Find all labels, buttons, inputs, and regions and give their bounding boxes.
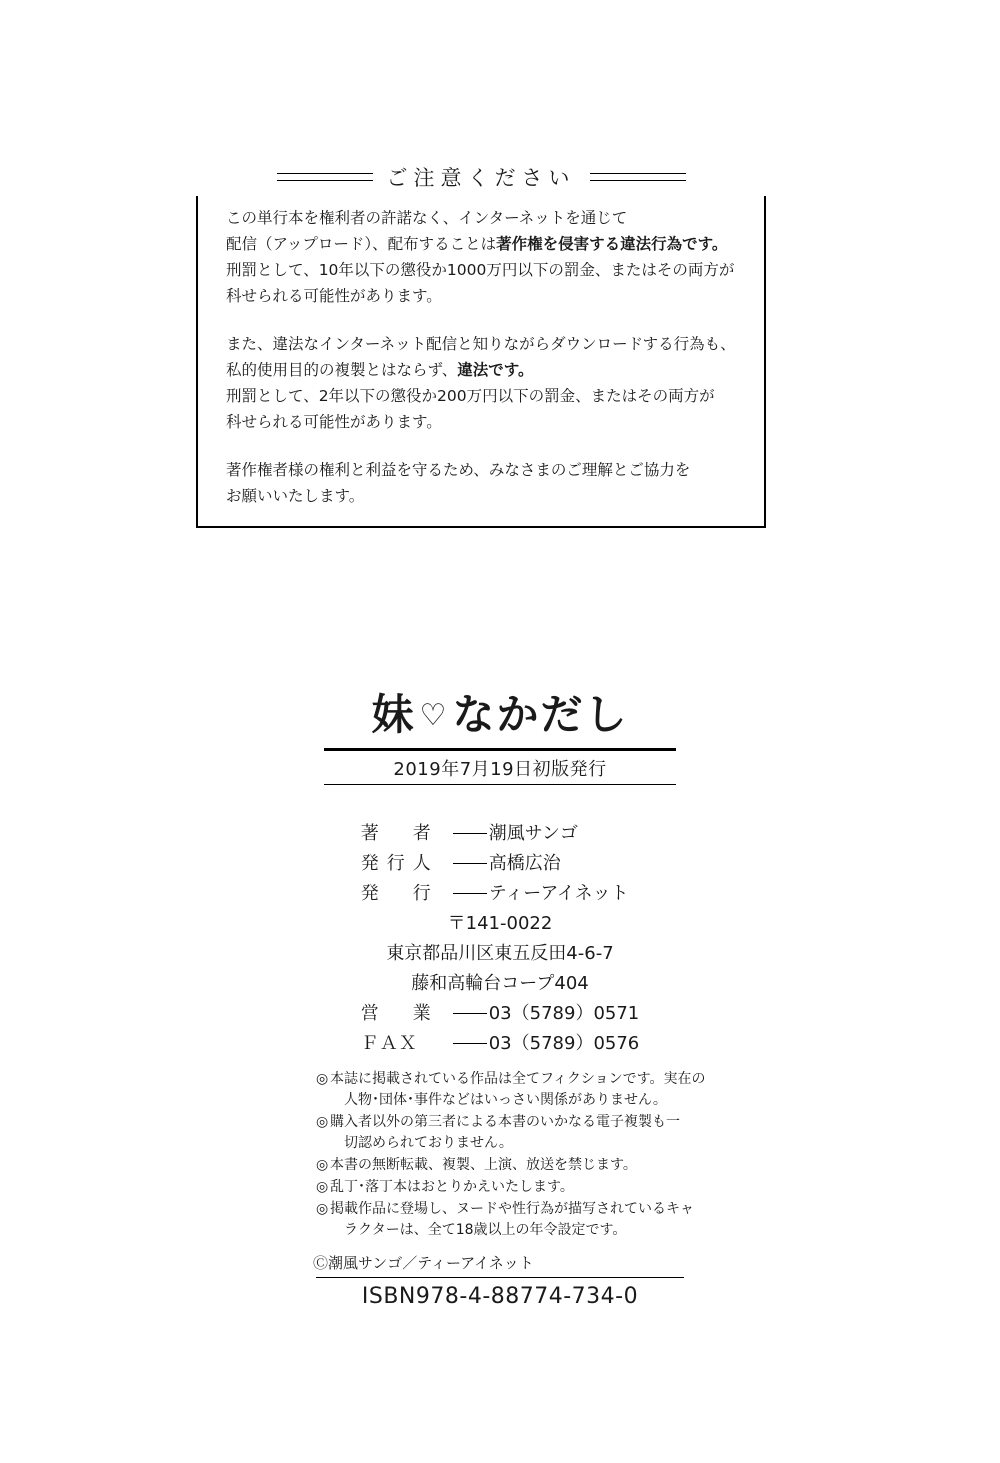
- disclaimer-text: [330, 1177, 684, 1198]
- credit-label: 著 者: [360, 823, 439, 845]
- disclaimer-line: 本書の無断転載、複製、上演、放送を禁じます。: [330, 1157, 637, 1174]
- notice-line: [226, 409, 742, 435]
- credit-row: [361, 879, 640, 909]
- credit-dash: [453, 893, 487, 894]
- credit-dash: [453, 833, 487, 834]
- notice-title: ご注意ください: [386, 166, 576, 190]
- disclaimer-line: 本誌に掲載されている作品は全てフィクションです。実在の: [330, 1071, 706, 1088]
- notice-rule-left: [277, 173, 373, 181]
- notice-line: [226, 283, 742, 309]
- credit-row: [361, 999, 640, 1029]
- notice-text: お願いいたします。: [226, 487, 365, 505]
- bullet-icon: ◎: [316, 1114, 329, 1131]
- disclaimer-item: [316, 1069, 706, 1111]
- bullet-icon: ◎: [316, 1157, 329, 1174]
- isbn-divider: [316, 1277, 684, 1278]
- book-title-left: 妹: [371, 690, 416, 739]
- address-line: 東京都品川区東五反田4-6-7: [386, 943, 614, 965]
- notice-line: [226, 257, 742, 283]
- disclaimer-item: [316, 1155, 684, 1176]
- notice-emphasis: 違法です。: [457, 361, 534, 379]
- notice-paragraph: [226, 331, 742, 435]
- credit-value: 高橋広治: [488, 853, 561, 875]
- credit-dash: [453, 863, 487, 864]
- disclaimer-item: [316, 1199, 694, 1241]
- copyright-line: Ⓒ潮風サンゴ／ティーアイネット: [313, 1254, 534, 1273]
- credit-value: 03（5789）0576: [488, 1033, 640, 1055]
- notice-line: [226, 205, 742, 231]
- notice-text: 私的使用目的の複製とはならず、: [226, 361, 458, 379]
- credit-dash: [453, 1013, 487, 1014]
- date-divider: [324, 784, 676, 785]
- notice-text: 配信（アップロード）、配布することは: [226, 235, 497, 253]
- notice-text: また、違法なインターネット配信と知りながらダウンロードする行為も、: [226, 335, 736, 353]
- notice-line: [226, 231, 742, 257]
- notice-body: [226, 205, 742, 509]
- notice-rule-right: [590, 173, 686, 181]
- notice-emphasis: 著作権を侵害する違法行為です。: [496, 235, 728, 253]
- credit-label: ＦＡＸ: [360, 1033, 418, 1055]
- bullet-icon: ◎: [316, 1071, 329, 1088]
- disclaimer-text: [330, 1069, 705, 1111]
- disclaimer-item: [316, 1112, 684, 1154]
- disclaimer-line: 人物･団体･事件などはいっさい関係がありません。: [344, 1092, 667, 1109]
- disclaimer-line: 切認められておりません。: [344, 1135, 513, 1152]
- credit-value: 03（5789）0571: [488, 1003, 640, 1025]
- disclaimer-line: 購入者以外の第三者による本書のいかなる電子複製も一: [330, 1114, 680, 1131]
- disclaimer-line: ラクターは、全て18歳以上の年令設定です。: [344, 1222, 627, 1239]
- address-line: 〒141-0022: [447, 913, 553, 935]
- disclaimer-list: [316, 1069, 706, 1242]
- notice-line: [226, 357, 742, 383]
- publish-date: 2019年7月19日初版発行: [393, 759, 607, 781]
- address-line: 藤和高輪台コープ404: [411, 973, 589, 995]
- credit-label: 営 業: [360, 1003, 439, 1025]
- disclaimer-text: [330, 1112, 684, 1154]
- disclaimer-line: 乱丁･落丁本はおとりかえいたします。: [330, 1179, 574, 1196]
- notice-text: 著作権者様の権利と利益を守るため、みなさまのご理解とご協力を: [226, 461, 691, 479]
- notice-text: この単行本を権利者の許諾なく、インターネットを通じて: [226, 209, 628, 227]
- credit-label: 発行人: [360, 853, 439, 875]
- book-title-right: なかだし: [452, 690, 629, 739]
- credit-row: [361, 819, 640, 849]
- notice-title-wrapper: [196, 158, 766, 196]
- notice-text: 科せられる可能性があります。: [226, 287, 442, 305]
- notice-text: 刑罰として、10年以下の懲役か1000万円以下の罰金、またはその両方が: [226, 261, 735, 279]
- notice-paragraph: [226, 205, 742, 309]
- credit-value: ティーアイネット: [488, 883, 629, 905]
- bullet-icon: ◎: [316, 1201, 329, 1218]
- credit-dash: [453, 1043, 487, 1044]
- disclaimer-item: [316, 1177, 684, 1198]
- credit-value: 潮風サンゴ: [488, 823, 578, 845]
- disclaimer-text: [330, 1155, 684, 1176]
- credit-row: [361, 849, 640, 879]
- notice-line: [226, 383, 742, 409]
- title-divider: [324, 748, 676, 751]
- colophon: [0, 690, 1000, 1309]
- credit-row: [361, 1029, 640, 1059]
- credits-block: [361, 819, 640, 1059]
- heart-icon: ♡: [419, 698, 449, 733]
- credit-label: 発 行: [360, 883, 439, 905]
- notice-line: [226, 483, 742, 509]
- notice-text: 科せられる可能性があります。: [226, 413, 442, 431]
- disclaimer-line: 掲載作品に登場し、ヌードや性行為が描写されているキャ: [330, 1201, 694, 1218]
- notice-line: [226, 331, 742, 357]
- bullet-icon: ◎: [316, 1179, 329, 1196]
- notice-line: [226, 457, 742, 483]
- isbn: ISBN978-4-88774-734-0: [361, 1284, 639, 1310]
- book-title: [0, 690, 1000, 740]
- notice-paragraph: [226, 457, 742, 509]
- disclaimer-text: [330, 1199, 694, 1241]
- notice-text: 刑罰として、2年以下の懲役か200万円以下の罰金、またはその両方が: [226, 387, 715, 405]
